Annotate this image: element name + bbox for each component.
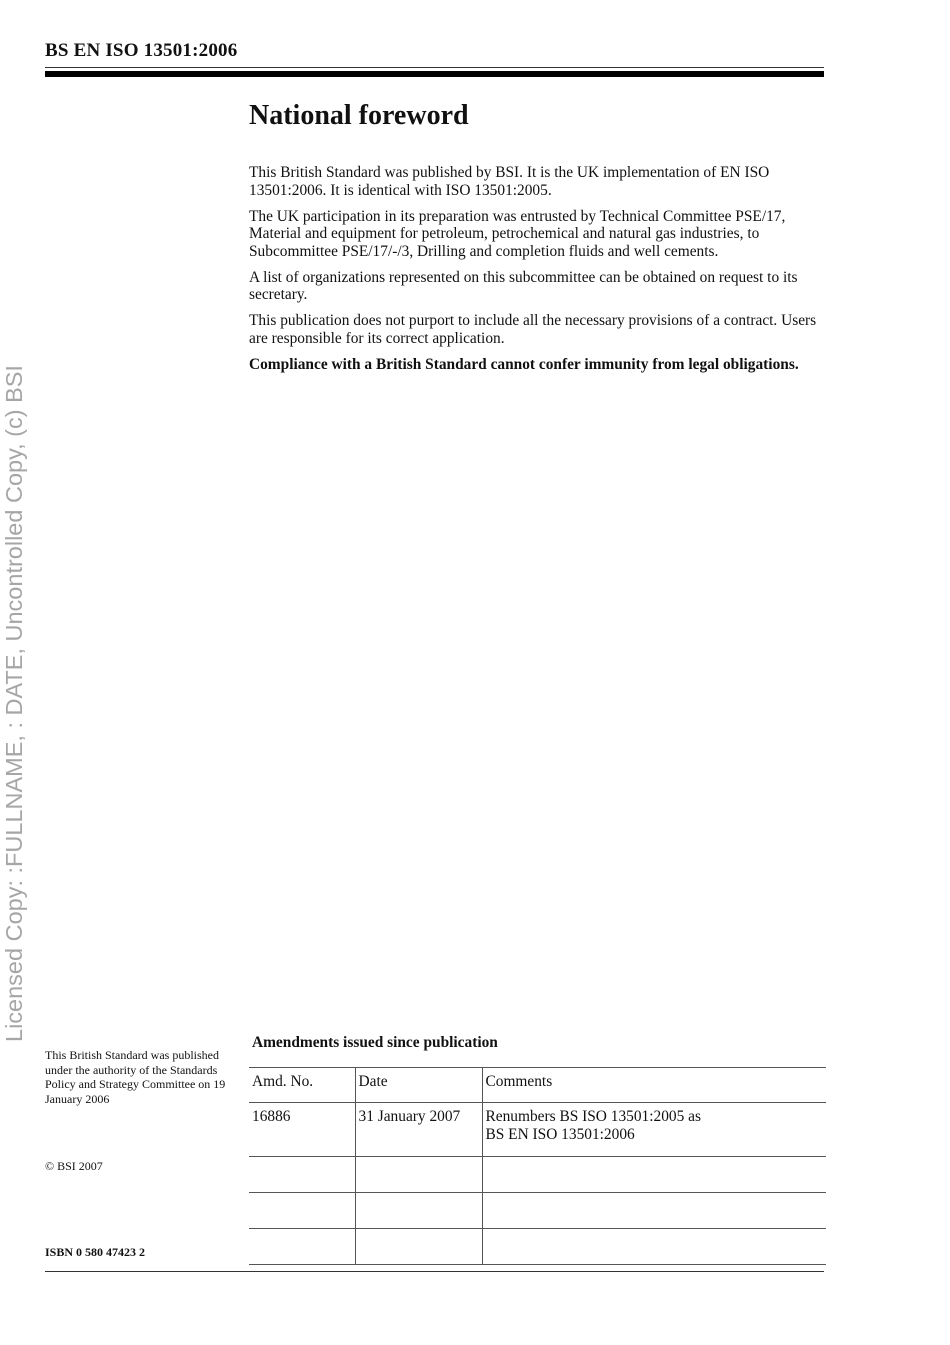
license-watermark: Licensed Copy: :FULLNAME, : DATE, Uncontrolled Copy, (c) BSI [1,365,27,1042]
empty-cell [355,1193,482,1229]
copyright-notice: © BSI 2007 [45,1159,103,1173]
amendments-heading: Amendments issued since publication [252,1034,498,1051]
table-row-empty [249,1229,826,1265]
empty-cell [355,1157,482,1193]
table-row [249,1103,826,1157]
column-header-amd-no: Amd. No. [249,1068,355,1103]
empty-cell [482,1157,826,1193]
table-header-row [249,1068,826,1103]
publication-authority-note: This British Standard was published under the authority of the Standards Policy and Strategy Committee on 19 January 2006 [45,1048,226,1106]
header-thick-rule [45,71,824,77]
comments-line: BS EN ISO 13501:2006 [485,1126,635,1143]
empty-cell [355,1229,482,1265]
empty-cell [249,1157,355,1193]
comments-line: Renumbers BS ISO 13501:2005 as [485,1108,701,1125]
empty-cell [482,1229,826,1265]
column-header-comments: Comments [482,1068,826,1103]
foreword-body [249,164,825,382]
column-header-date: Date [355,1068,482,1103]
empty-cell [249,1229,355,1265]
amendments-table [249,1067,826,1265]
comments-cell [482,1103,826,1157]
document-id-header: BS EN ISO 13501:2006 [45,40,238,61]
amd-no-cell: 16886 [249,1103,355,1157]
footer-rule [45,1271,824,1272]
isbn-number: ISBN 0 580 47423 2 [45,1245,146,1259]
empty-cell [249,1193,355,1229]
foreword-paragraph: A list of organizations represented on this subcommittee can be obtained on request to its secretary. [249,268,798,303]
foreword-paragraph: This British Standard was published by BSI. It is the UK implementation of EN ISO 13501:2006. It is identical with ISO 13501:2005. [249,164,770,199]
foreword-paragraph: The UK participation in its preparation was entrusted by Technical Committee PSE/17, Material and equipment for petroleum, petrochemical and natural gas industries, to Subcommittee PSE/17/-/3, Drilling and completion fluids and well cements. [249,207,786,260]
foreword-paragraph: This publication does not purport to include all the necessary provisions of a contract. Users are responsible for its correct application. [249,312,817,347]
table-row-empty [249,1157,826,1193]
compliance-note: Compliance with a British Standard cannot confer immunity from legal obligations. [249,355,799,373]
empty-cell [482,1193,826,1229]
header-thin-rule [45,67,824,68]
date-cell: 31 January 2007 [355,1103,482,1157]
table-row-empty [249,1193,826,1229]
page-title: National foreword [249,100,469,131]
